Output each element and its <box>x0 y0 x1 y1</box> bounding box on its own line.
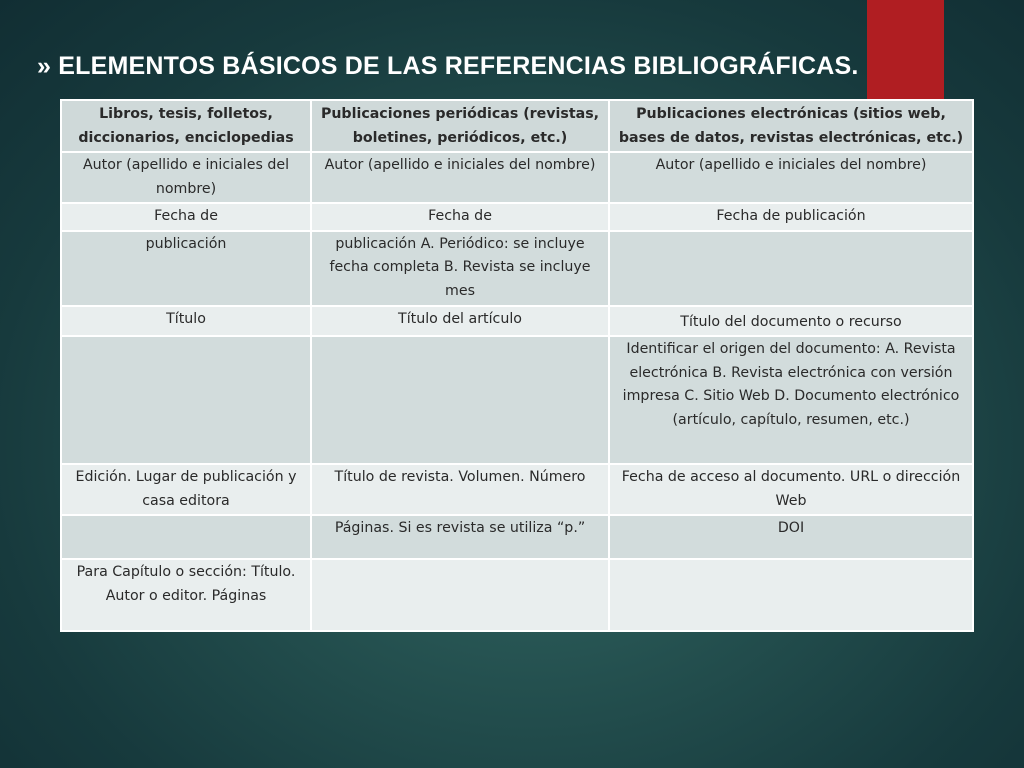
table-cell: publicación <box>61 231 311 306</box>
slide-title: » ELEMENTOS BÁSICOS DE LAS REFERENCIAS BIBLIOGRÁFICAS. <box>37 52 859 80</box>
table-cell: Título de revista. Volumen. Número <box>311 464 609 515</box>
table-row <box>61 203 973 231</box>
table-row <box>61 336 973 464</box>
table-cell <box>61 336 311 464</box>
table-cell: Identificar el origen del documento: A. Revista electrónica B. Revista electrónica con versión impresa C. Sitio Web D. Documento electrónico (artículo, capítulo, resumen, etc.) <box>609 336 973 464</box>
table-cell <box>311 336 609 464</box>
header-cell-periodicals: Publicaciones periódicas (revistas, boletines, periódicos, etc.) <box>311 100 609 152</box>
table-cell: Fecha de acceso al documento. URL o dirección Web <box>609 464 973 515</box>
header-cell-electronic: Publicaciones electrónicas (sitios web, bases de datos, revistas electrónicas, etc.) <box>609 100 973 152</box>
references-table <box>60 99 974 632</box>
table-cell: DOI <box>609 515 973 559</box>
table-row <box>61 306 973 337</box>
table-cell: Páginas. Si es revista se utiliza “p.” <box>311 515 609 559</box>
table-cell: publicación A. Periódico: se incluye fecha completa B. Revista se incluye mes <box>311 231 609 306</box>
table-cell: Fecha de publicación <box>609 203 973 231</box>
table-cell: Autor (apellido e iniciales del nombre) <box>61 152 311 203</box>
header-cell-books: Libros, tesis, folletos, diccionarios, enciclopedias <box>61 100 311 152</box>
table-cell: Título del artículo <box>311 306 609 337</box>
table-row <box>61 559 973 631</box>
table-cell <box>609 559 973 631</box>
table-header-row <box>61 100 973 152</box>
table-cell: Autor (apellido e iniciales del nombre) <box>609 152 973 203</box>
table-cell: Título del documento o recurso <box>609 306 973 337</box>
table-cell <box>61 515 311 559</box>
table-row <box>61 231 973 306</box>
table-row <box>61 515 973 559</box>
table-cell: Edición. Lugar de publicación y casa editora <box>61 464 311 515</box>
table-cell <box>311 559 609 631</box>
table-cell: Fecha de <box>61 203 311 231</box>
table-row <box>61 152 973 203</box>
table-row <box>61 464 973 515</box>
table-cell: Fecha de <box>311 203 609 231</box>
title-accent-bar <box>867 0 944 99</box>
table-cell: Autor (apellido e iniciales del nombre) <box>311 152 609 203</box>
table-cell: Para Capítulo o sección: Título. Autor o editor. Páginas <box>61 559 311 631</box>
table-cell <box>609 231 973 306</box>
table-cell: Título <box>61 306 311 337</box>
